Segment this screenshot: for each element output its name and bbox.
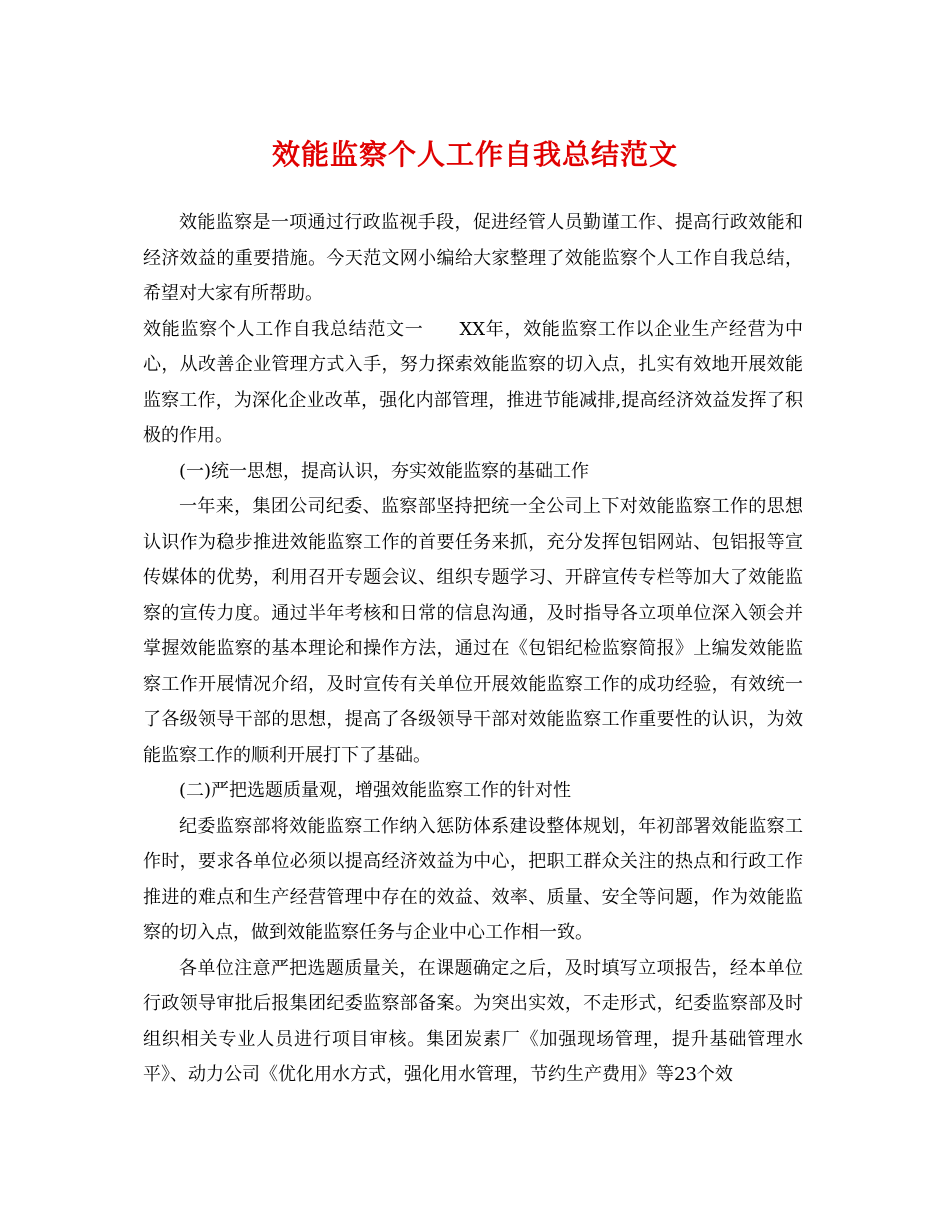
section-paragraph [143,312,803,454]
body-paragraph: 一年来，集团公司纪委、监察部坚持把统一全公司上下对效能监察工作的思想认识作为稳步推进效能监察工作的首要任务来抓，充分发挥包铝网站、包铝报等宣传媒体的优势，利用召开专题会议、组织专题学习、开辟宣传专栏等加大了效能监察的宣传力度。通过半年考核和日常的信息沟通，及时指导各立项单位深入领会并掌握效能监察的基本理论和操作方法，通过在《包铝纪检监察简报》上编发效能监察工作开展情况介绍，及时宣传有关单位开展效能监察工作的成功经验，有效统一了各级领导干部的思想，提高了各级领导干部对效能监察工作重要性的认识，为效能监察工作的顺利开展打下了基础。 [143,496,803,766]
body-paragraph: XX年，效能监察工作以企业生产经营为中心，从改善企业管理方式入手，努力探索效能监察的切入点，扎实有效地开展效能监察工作，为深化企业改革，强化内部管理，推进节能减排,提高经济效益发挥了积极的作用。 [143,318,803,446]
document-body [143,205,803,1093]
body-paragraph: 纪委监察部将效能监察工作纳入惩防体系建设整体规划，年初部署效能监察工作时，要求各单位必须以提高经济效益为中心，把职工群众关注的热点和行政工作推进的难点和生产经营管理中存在的效益、效率、质量、安全等问题，作为效能监察的切入点，做到效能监察任务与企业中心工作相一致。 [143,815,803,943]
subheading-2: (二)严把选题质量观，增强效能监察工作的针对性 [179,780,572,801]
section-heading: 效能监察个人工作自我总结范文一 [143,318,424,340]
intro-paragraph: 效能监察是一项通过行政监视手段，促进经管人员勤谨工作、提高行政效能和经济效益的重要措施。今天范文网小编给大家整理了效能监察个人工作自我总结，希望对大家有所帮助。 [143,212,803,304]
subheading-1: (一)统一思想，提高认识，夯实效能监察的基础工作 [179,460,590,482]
body-paragraph: 各单位注意严把选题质量关，在课题确定之后，及时填写立项报告，经本单位行政领导审批后报集团纪委监察部备案。为突出实效，不走形式，纪委监察部及时组织相关专业人员进行项目审核。集团炭素厂《加强现场管理，提升基础管理水平》、动力公司《优化用水方式，强化用水管理，节约生产费用》等23个效 [143,957,803,1085]
page-title: 效能监察个人工作自我总结范文 [271,138,678,171]
